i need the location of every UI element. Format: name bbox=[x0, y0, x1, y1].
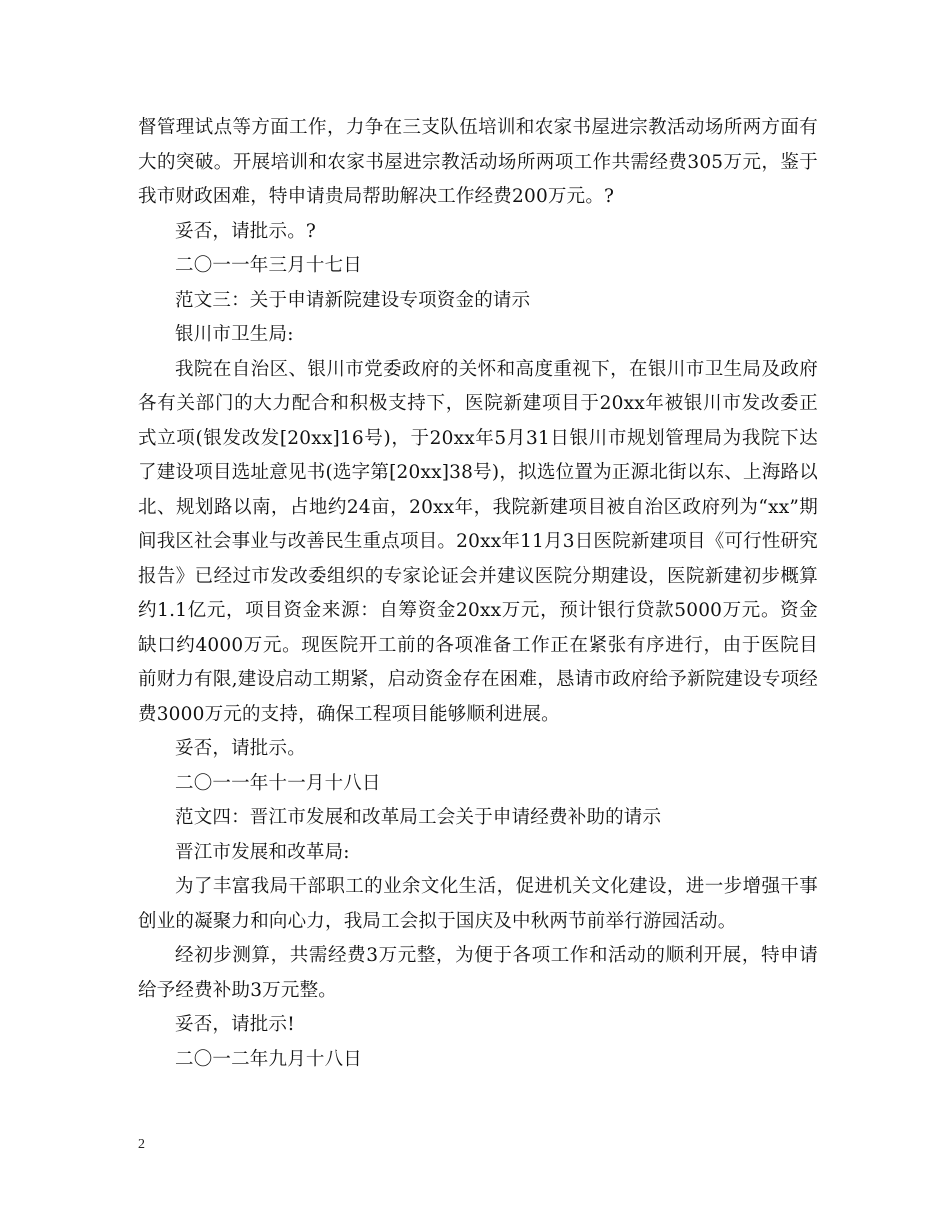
paragraph-date-3: 二〇一二年九月十八日 bbox=[175, 1048, 363, 1070]
paragraph-continuation: 督管理试点等方面工作，力争在三支队伍培训和农家书屋进宗教活动场所两方面有大的突破。开展培训和农家书屋进宗教活动场所两项工作共需经费305万元，鉴于我市财政困难，特申请贵局帮助解决工作经费200万元。? bbox=[138, 117, 818, 207]
paragraph-date-2: 二〇一一年十一月十八日 bbox=[175, 772, 381, 794]
paragraph-sample-three-title: 范文三：关于申请新院建设专项资金的请示 bbox=[175, 289, 531, 311]
paragraph-addressee-1: 银川市卫生局: bbox=[175, 324, 294, 345]
paragraph-approval-request-1: 妥否，请批示。? bbox=[175, 220, 317, 242]
paragraph-funding-request: 经初步测算，共需经费3万元整，为便于各项工作和活动的顺利开展，特申请给予经费补助3万元整。 bbox=[138, 945, 818, 1001]
paragraph-approval-request-2: 妥否，请批示。 bbox=[175, 738, 306, 759]
page-number: 2 bbox=[138, 1137, 145, 1152]
paragraph-sample-four-title: 范文四：晋江市发展和改革局工会关于申请经费补助的请示 bbox=[175, 807, 662, 828]
document-body bbox=[138, 111, 818, 1077]
paragraph-addressee-2: 晋江市发展和改革局: bbox=[175, 841, 350, 863]
paragraph-activity-purpose: 为了丰富我局干部职工的业余文化生活，促进机关文化建设，进一步增强干事创业的凝聚力和向心力，我局工会拟于国庆及中秋两节前举行游园活动。 bbox=[138, 876, 818, 932]
paragraph-date-1: 二〇一一年三月十七日 bbox=[175, 255, 363, 276]
paragraph-hospital-project: 我院在自治区、银川市党委政府的关怀和高度重视下，在银川市卫生局及政府各有关部门的大力配合和积极支持下，医院新建项目于20xx年被银川市发改委正式立项(银发改发[20xx]16号)，于20xx年5月31日银川市规划管理局为我院下达了建设项目选址意见书(选字第[20xx]38号)，拟选位置为正源北街以东、上海路以北、规划路以南，占地约24亩，20xx年，我院新建项目被自治区政府列为“xx”期间我区社会事业与改善民生重点项目。20xx年11月3日医院新建项目《可行性研究报告》已经过市发改委组织的专家论证会并建议医院分期建设，医院新建初步概算约1.1亿元，项目资金来源：自筹资金20xx万元，预计银行贷款5000万元。资金缺口约4000万元。现医院开工前的各项准备工作正在紧张有序进行，由于医院目前财力有限,建设启动工期紧，启动资金存在困难，恳请市政府给予新院建设专项经费3000万元的支持，确保工程项目能够顺利进展。 bbox=[138, 358, 818, 725]
paragraph-approval-request-3: 妥否，请批示! bbox=[175, 1014, 295, 1035]
